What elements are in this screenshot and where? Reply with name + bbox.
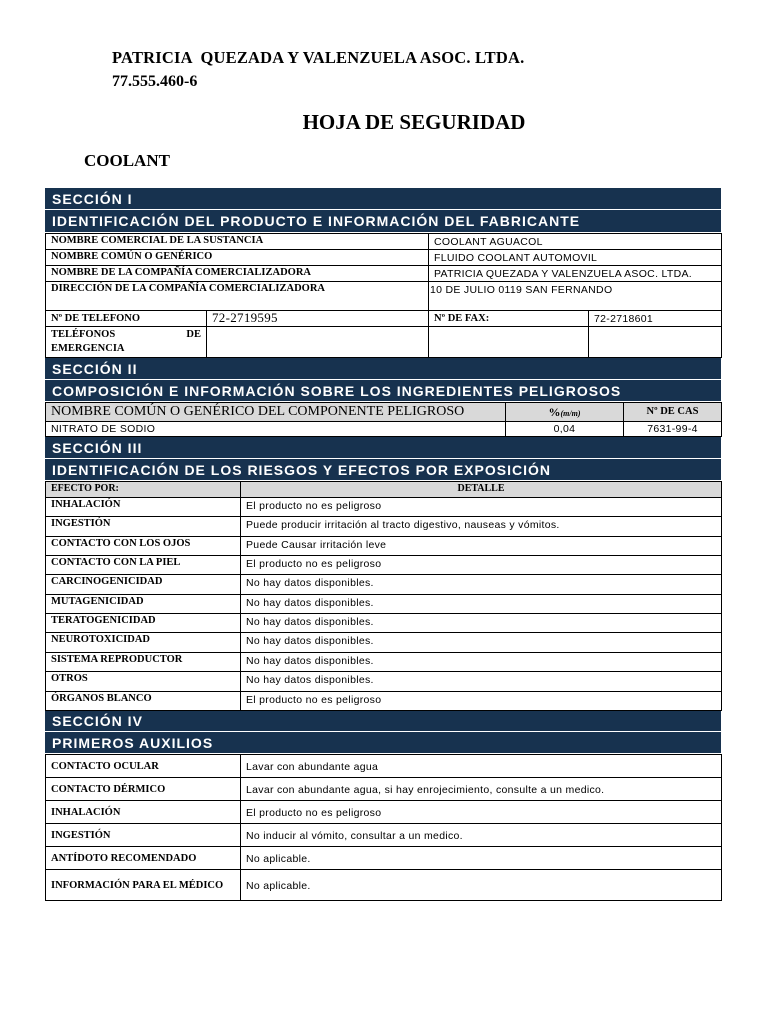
table-row (46, 282, 722, 311)
table-row (46, 595, 722, 614)
row-label: CONTACTO DÉRMICO (46, 778, 241, 801)
section1-table (45, 233, 722, 358)
section4-number: SECCIÓN IV (45, 711, 721, 732)
emergency-value (207, 327, 429, 358)
table-header-row (46, 403, 722, 422)
row-value: Puede producir irritación al tracto digestivo, nauseas y vómitos. (241, 517, 722, 537)
section2-title: COMPOSICIÓN E INFORMACIÓN SOBRE LOS INGREDIENTES PELIGROSOS (45, 380, 721, 402)
section2-table (45, 402, 722, 437)
section3-number: SECCIÓN III (45, 437, 721, 459)
table-row (46, 653, 722, 672)
row-label: INFORMACIÓN PARA EL MÉDICO (46, 870, 241, 901)
section2-number: SECCIÓN II (45, 358, 721, 380)
percent-symbol: % (548, 405, 561, 419)
row-label: CARCINOGENICIDAD (46, 575, 241, 595)
table-row (46, 517, 722, 537)
table-row (46, 824, 722, 847)
table-row (46, 537, 722, 556)
row-value: No hay datos disponibles. (241, 653, 722, 672)
row-value: No hay datos disponibles. (241, 595, 722, 614)
row-value: No hay datos disponibles. (241, 672, 722, 692)
fax-value: 72-2718601 (589, 311, 722, 327)
row-label: INGESTIÓN (46, 824, 241, 847)
table-row (46, 801, 722, 824)
product-name: COOLANT (84, 151, 170, 170)
phone-value: 72-2719595 (207, 311, 429, 327)
component-percent: 0,04 (506, 422, 624, 437)
document-title: HOJA DE SEGURIDAD (302, 110, 526, 134)
table-row (46, 575, 722, 595)
section3-table (45, 481, 722, 711)
row-value: El producto no es peligroso (241, 556, 722, 575)
empty-cell (429, 327, 589, 358)
table-row (46, 556, 722, 575)
table-row (46, 633, 722, 653)
table-row (46, 692, 722, 711)
row-label: CONTACTO CON LOS OJOS (46, 537, 241, 556)
row-label: INHALACIÓN (46, 498, 241, 517)
component-name-header: NOMBRE COMÚN O GENÉRICO DEL COMPONENTE PELIGROSO (46, 403, 506, 422)
row-value: No aplicable. (241, 847, 722, 870)
table-row (46, 498, 722, 517)
safety-sheet (45, 188, 721, 901)
row-value: El producto no es peligroso (241, 692, 722, 711)
table-row (46, 422, 722, 437)
row-label: TERATOGENICIDAD (46, 614, 241, 633)
row-label: ÓRGANOS BLANCO (46, 692, 241, 711)
row-label: NOMBRE COMÚN O GENÉRICO (46, 250, 429, 266)
row-label: NOMBRE DE LA COMPAÑÍA COMERCIALIZADORA (46, 266, 429, 282)
row-label: MUTAGENICIDAD (46, 595, 241, 614)
row-value: PATRICIA QUEZADA Y VALENZUELA ASOC. LTDA. (429, 266, 722, 282)
row-value: No hay datos disponibles. (241, 614, 722, 633)
company-rut: 77.555.460-6 (112, 73, 198, 90)
table-header-row (46, 482, 722, 498)
row-label: ANTÍDOTO RECOMENDADO (46, 847, 241, 870)
table-row (46, 234, 722, 250)
section1-title: IDENTIFICACIÓN DEL PRODUCTO E INFORMACIÓN DEL FABRICANTE (45, 210, 721, 233)
row-label: INGESTIÓN (46, 517, 241, 537)
row-value: Lavar con abundante agua, si hay enrojecimiento, consulte a un medico. (241, 778, 722, 801)
table-row (46, 847, 722, 870)
row-label: DIRECCIÓN DE LA COMPAÑÍA COMERCIALIZADORA (46, 282, 429, 311)
table-row (46, 250, 722, 266)
row-value: No aplicable. (241, 870, 722, 901)
row-value: El producto no es peligroso (241, 801, 722, 824)
effect-header: EFECTO POR: (46, 482, 241, 498)
percent-header (506, 403, 624, 422)
table-row (46, 327, 722, 358)
detail-header: DETALLE (241, 482, 722, 498)
row-value: El producto no es peligroso (241, 498, 722, 517)
row-value: No hay datos disponibles. (241, 633, 722, 653)
table-row (46, 614, 722, 633)
company-name: PATRICIA QUEZADA Y VALENZUELA ASOC. LTDA. (112, 48, 525, 67)
row-label: CONTACTO CON LA PIEL (46, 556, 241, 575)
section4-table (45, 754, 722, 901)
row-value: COOLANT AGUACOL (429, 234, 722, 250)
table-row (46, 778, 722, 801)
row-label: INHALACIÓN (46, 801, 241, 824)
table-row (46, 672, 722, 692)
component-cas: 7631-99-4 (624, 422, 722, 437)
fax-label: Nº DE FAX: (429, 311, 589, 327)
row-value: 10 DE JULIO 0119 SAN FERNANDO (429, 282, 722, 311)
table-row (46, 755, 722, 778)
row-label: NOMBRE COMERCIAL DE LA SUSTANCIA (46, 234, 429, 250)
row-value: No inducir al vómito, consultar a un medico. (241, 824, 722, 847)
row-label: NEUROTOXICIDAD (46, 633, 241, 653)
table-row (46, 266, 722, 282)
section1-number: SECCIÓN I (45, 188, 721, 210)
cas-header: Nº DE CAS (624, 403, 722, 422)
percent-unit: (m/m) (560, 409, 581, 418)
phone-label: Nº DE TELEFONO (46, 311, 207, 327)
empty-cell (589, 327, 722, 358)
table-row (46, 311, 722, 327)
section3-title: IDENTIFICACIÓN DE LOS RIESGOS Y EFECTOS POR EXPOSICIÓN (45, 459, 721, 481)
row-value: Lavar con abundante agua (241, 755, 722, 778)
component-name: NITRATO DE SODIO (46, 422, 506, 437)
row-label: SISTEMA REPRODUCTOR (46, 653, 241, 672)
row-label: CONTACTO OCULAR (46, 755, 241, 778)
emergency-label: TELÉFONOS DE EMERGENCIA (46, 327, 207, 358)
row-label: OTROS (46, 672, 241, 692)
row-value: Puede Causar irritación leve (241, 537, 722, 556)
section4-title: PRIMEROS AUXILIOS (45, 732, 721, 754)
row-value: FLUIDO COOLANT AUTOMOVIL (429, 250, 722, 266)
table-row (46, 870, 722, 901)
row-value: No hay datos disponibles. (241, 575, 722, 595)
